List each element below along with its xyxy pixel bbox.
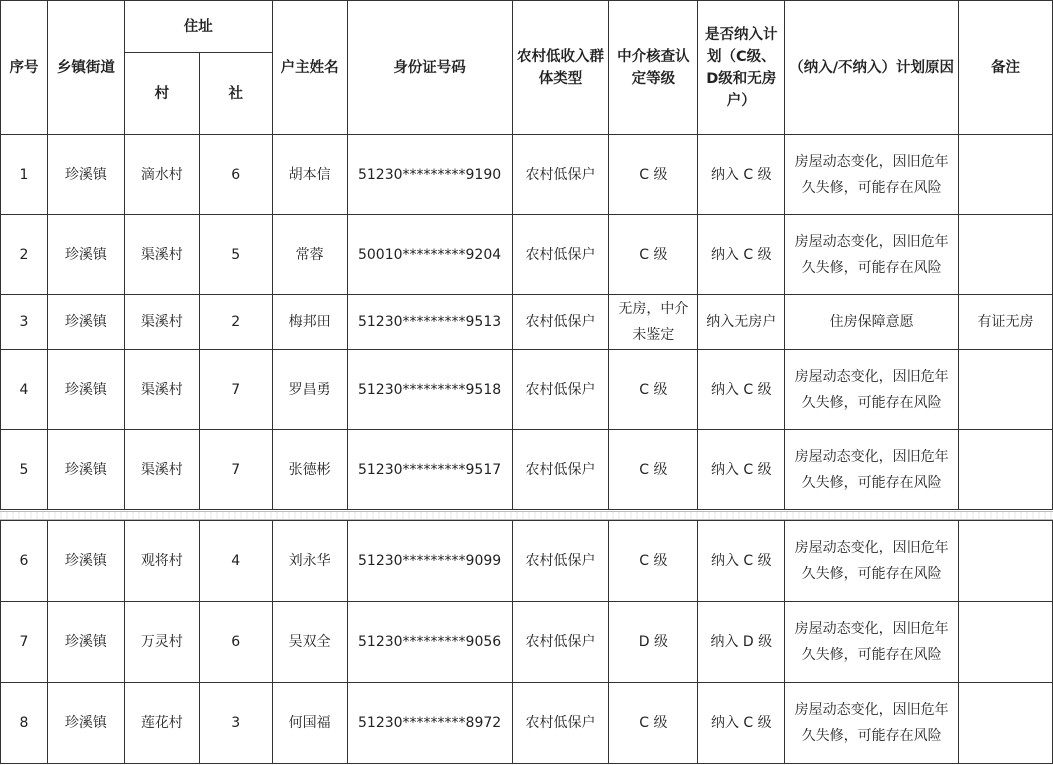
header-village: 村 — [124, 53, 199, 135]
cell-she: 3 — [199, 683, 272, 764]
cell-id: 50010*********9204 — [347, 215, 512, 295]
header-note: 备注 — [959, 1, 1053, 135]
cell-reason: 房屋动态变化，因旧危年久失修，可能存在风险 — [785, 430, 959, 510]
table-row — [1, 430, 1053, 510]
cell-town: 珍溪镇 — [47, 683, 124, 764]
header-type: 农村低收入群体类型 — [512, 1, 609, 135]
cell-level: C 级 — [609, 521, 698, 602]
table-row — [1, 683, 1053, 764]
cell-she: 7 — [199, 350, 272, 430]
cell-name: 梅邦田 — [272, 295, 347, 350]
table-row — [1, 295, 1053, 350]
cell-level: C 级 — [609, 135, 698, 215]
cell-village: 莲花村 — [124, 683, 199, 764]
cell-level: C 级 — [609, 215, 698, 295]
cell-reason: 住房保障意愿 — [785, 295, 959, 350]
cell-village: 滴水村 — [124, 135, 199, 215]
cell-name: 常蓉 — [272, 215, 347, 295]
cell-id: 51230*********9190 — [347, 135, 512, 215]
cell-town: 珍溪镇 — [47, 295, 124, 350]
cell-seq: 5 — [1, 430, 48, 510]
cell-note: 有证无房 — [959, 295, 1053, 350]
housing-table-part2 — [0, 520, 1053, 764]
cell-type: 农村低保户 — [512, 350, 609, 430]
cell-id: 51230*********9517 — [347, 430, 512, 510]
header-address: 住址 — [124, 1, 272, 53]
cell-id: 51230*********9518 — [347, 350, 512, 430]
cell-she: 4 — [199, 521, 272, 602]
cell-name: 何国福 — [272, 683, 347, 764]
table-row — [1, 602, 1053, 683]
cell-village: 万灵村 — [124, 602, 199, 683]
cell-seq: 2 — [1, 215, 48, 295]
cell-town: 珍溪镇 — [47, 350, 124, 430]
cell-town: 珍溪镇 — [47, 430, 124, 510]
table-row — [1, 350, 1053, 430]
cell-seq: 6 — [1, 521, 48, 602]
table-row — [1, 215, 1053, 295]
cell-name: 张德彬 — [272, 430, 347, 510]
cell-id: 51230*********9513 — [347, 295, 512, 350]
cell-she: 2 — [199, 295, 272, 350]
cell-reason: 房屋动态变化，因旧危年久失修，可能存在风险 — [785, 602, 959, 683]
cell-type: 农村低保户 — [512, 521, 609, 602]
cell-she: 5 — [199, 215, 272, 295]
cell-type: 农村低保户 — [512, 215, 609, 295]
cell-note — [959, 683, 1053, 764]
cell-note — [959, 521, 1053, 602]
cell-town: 珍溪镇 — [47, 215, 124, 295]
header-level: 中介核查认定等级 — [609, 1, 698, 135]
cell-village: 渠溪村 — [124, 295, 199, 350]
cell-she: 6 — [199, 602, 272, 683]
cell-name: 罗昌勇 — [272, 350, 347, 430]
cell-she: 7 — [199, 430, 272, 510]
cell-village: 渠溪村 — [124, 430, 199, 510]
cell-name: 吴双全 — [272, 602, 347, 683]
cell-town: 珍溪镇 — [47, 602, 124, 683]
cell-level: C 级 — [609, 683, 698, 764]
cell-village: 渠溪村 — [124, 215, 199, 295]
cell-note — [959, 215, 1053, 295]
cell-plan: 纳入 D 级 — [698, 602, 785, 683]
header-she: 社 — [199, 53, 272, 135]
cell-plan: 纳入 C 级 — [698, 215, 785, 295]
cell-note — [959, 602, 1053, 683]
cell-id: 51230*********8972 — [347, 683, 512, 764]
cell-level: 无房，中介未鉴定 — [609, 295, 698, 350]
cell-reason: 房屋动态变化，因旧危年久失修，可能存在风险 — [785, 135, 959, 215]
cell-reason: 房屋动态变化，因旧危年久失修，可能存在风险 — [785, 521, 959, 602]
header-reason: （纳入/不纳入）计划原因 — [785, 1, 959, 135]
cell-seq: 4 — [1, 350, 48, 430]
cell-level: C 级 — [609, 430, 698, 510]
header-id: 身份证号码 — [347, 1, 512, 135]
cell-type: 农村低保户 — [512, 430, 609, 510]
cell-level: D 级 — [609, 602, 698, 683]
cell-seq: 8 — [1, 683, 48, 764]
cell-type: 农村低保户 — [512, 135, 609, 215]
cell-town: 珍溪镇 — [47, 521, 124, 602]
cell-plan: 纳入无房户 — [698, 295, 785, 350]
cell-town: 珍溪镇 — [47, 135, 124, 215]
cell-plan: 纳入 C 级 — [698, 350, 785, 430]
cell-note — [959, 430, 1053, 510]
table-row — [1, 521, 1053, 602]
cell-reason: 房屋动态变化，因旧危年久失修，可能存在风险 — [785, 683, 959, 764]
cell-plan: 纳入 C 级 — [698, 430, 785, 510]
cell-plan: 纳入 C 级 — [698, 521, 785, 602]
cell-name: 胡本信 — [272, 135, 347, 215]
cell-id: 51230*********9099 — [347, 521, 512, 602]
cell-seq: 1 — [1, 135, 48, 215]
header-town: 乡镇街道 — [47, 1, 124, 135]
cell-seq: 7 — [1, 602, 48, 683]
cell-village: 渠溪村 — [124, 350, 199, 430]
header-plan: 是否纳入计划（C级、D级和无房户） — [698, 1, 785, 135]
page-break-divider — [0, 511, 1053, 520]
cell-type: 农村低保户 — [512, 683, 609, 764]
header-seq: 序号 — [1, 1, 48, 135]
cell-plan: 纳入 C 级 — [698, 683, 785, 764]
cell-level: C 级 — [609, 350, 698, 430]
cell-reason: 房屋动态变化，因旧危年久失修，可能存在风险 — [785, 215, 959, 295]
cell-note — [959, 350, 1053, 430]
cell-plan: 纳入 C 级 — [698, 135, 785, 215]
header-name: 户主姓名 — [272, 1, 347, 135]
cell-name: 刘永华 — [272, 521, 347, 602]
cell-note — [959, 135, 1053, 215]
cell-she: 6 — [199, 135, 272, 215]
cell-village: 观将村 — [124, 521, 199, 602]
cell-id: 51230*********9056 — [347, 602, 512, 683]
table-row — [1, 135, 1053, 215]
cell-type: 农村低保户 — [512, 295, 609, 350]
cell-type: 农村低保户 — [512, 602, 609, 683]
cell-seq: 3 — [1, 295, 48, 350]
cell-reason: 房屋动态变化，因旧危年久失修，可能存在风险 — [785, 350, 959, 430]
